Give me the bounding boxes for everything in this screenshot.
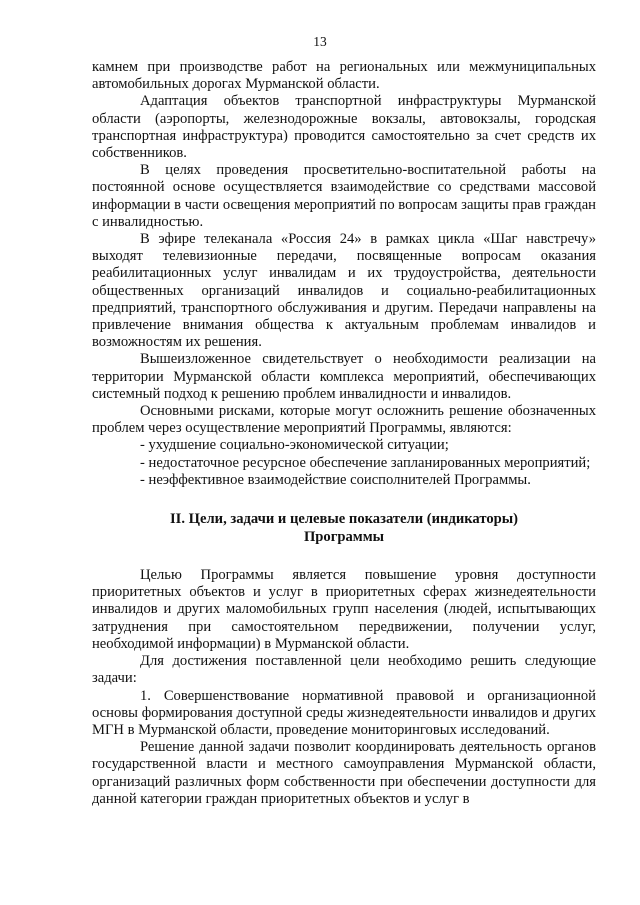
paragraph: Адаптация объектов транспортной инфраструктуры Мурманской области (аэропорты, железнодорожные вокзалы, автовокзалы, городская транспортная инфраструктура) проводится самостоятельно за счет средств их собственников. (92, 93, 596, 162)
paragraph: Для достижения поставленной цели необходимо решить следующие задачи: (92, 653, 596, 687)
section-heading-line: II. Цели, задачи и целевые показатели (индикаторы) (169, 511, 518, 528)
paragraph: Вышеизложенное свидетельствует о необходимости реализации на территории Мурманской области комплекса мероприятий, обеспечивающих системный подход к решению проблем инвалидности и инвалидов. (92, 351, 596, 402)
risk-item: - ухудшение социально-экономической ситуации; (140, 437, 449, 454)
paragraph: Основными рисками, которые могут осложнить решение обозначенных проблем через осуществление мероприятий Программы, являются: (92, 403, 596, 437)
paragraph: камнем при производстве работ на региональных или межмуниципальных автомобильных дорогах Мурманской области. (92, 59, 596, 93)
risk-item: - недостаточное ресурсное обеспечение запланированных мероприятий; (140, 454, 591, 471)
paragraph: Целью Программы является повышение уровня доступности приоритетных объектов и услуг в приоритетных сферах жизнедеятельности инвалидов и других маломобильных групп населения (людей, испытывающих затруднения при самостоятельном передвижении, получении услуг, необходимой информации) в Мурманской области. (92, 567, 596, 652)
document-body (92, 59, 596, 808)
paragraph: В целях проведения просветительно-воспитательной работы на постоянной основе осуществляется взаимодействие со средствами массовой информации в части освещения мероприятий по вопросам защиты прав граждан с инвалидностью. (92, 162, 596, 230)
section-heading (92, 510, 596, 546)
paragraph: В эфире телеканала «Россия 24» в рамках цикла «Шаг навстречу» выходят телевизионные передачи, посвященные вопросам оказания реабилитационных услуг инвалидам и их трудоустройства, деятельности общественных организаций инвалидов и социально-реабилитационных предприятий, транспортного обслуживания и другим. Передачи направлены на привлечение внимания общества к актуальным проблемам инвалидов и возможностям их решения. (92, 231, 596, 351)
page-number: 13 (313, 34, 327, 49)
risk-item: - неэффективное взаимодействие соисполнителей Программы. (140, 471, 531, 488)
paragraph: Решение данной задачи позволит координировать деятельность органов государственной власти и местного самоуправления Мурманской области, организаций различных форм собственности при обеспечении доступности для данной категории граждан приоритетных объектов и услуг в (92, 739, 596, 807)
paragraph: 1. Совершенствование нормативной правовой и организационной основы формирования доступной среды жизнедеятельности инвалидов и других МГН в Мурманской области, проведение мониторинговых исследований. (92, 687, 596, 738)
section-heading-line: Программы (303, 529, 385, 546)
